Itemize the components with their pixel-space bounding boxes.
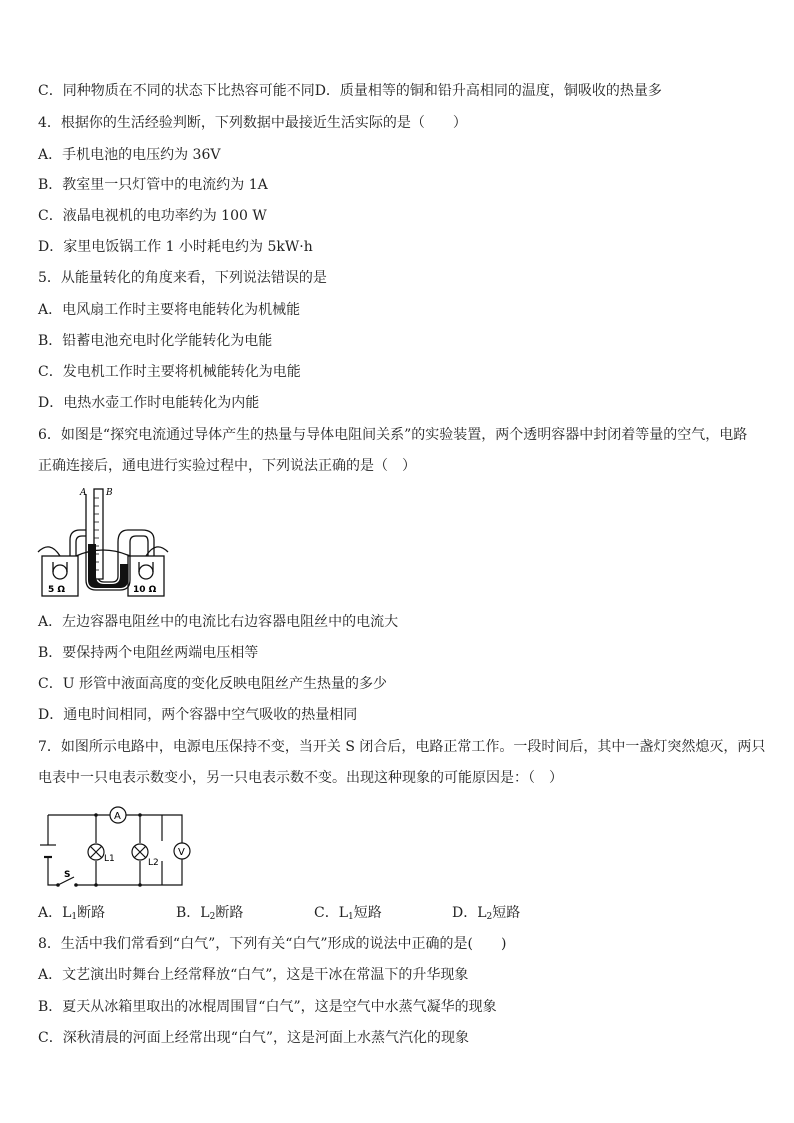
- question-7-line2: 电表中一只电表示数变小，另一只电表示数不变。出现这种现象的可能原因是：（ ）: [38, 770, 563, 786]
- option-5b: B．铅蓄电池充电时化学能转化为电能: [38, 333, 273, 349]
- option-6a: A．左边容器电阻丝中的电流比右边容器电阻丝中的电流大: [38, 614, 399, 630]
- lamp-1-label: L1: [104, 854, 115, 864]
- option-5c: C．发电机工作时主要将机械能转化为电能: [38, 364, 301, 380]
- option-4c: C．液晶电视机的电功率约为 100 W: [38, 208, 267, 224]
- option-7b: B．$L_2$断路: [176, 905, 244, 922]
- question-4: 4．根据你的生活经验判断，下列数据中最接近生活实际的是（ ）: [38, 115, 467, 131]
- option-8b: B．夏天从冰箱里取出的冰棍周围冒“白气”，这是空气中水蒸气凝华的现象: [38, 999, 497, 1015]
- question-6-line1: 6．如图是“探究电流通过导体产生的热量与导体电阻间关系”的实验装置，两个透明容器中封闭着等量的空气，电路: [38, 427, 748, 443]
- option-5d: D．电热水壶工作时电能转化为内能: [38, 395, 260, 411]
- left-resistor-label: 5 Ω: [48, 585, 66, 595]
- option-6d: D．通电时间相同，两个容器中空气吸收的热量相同: [38, 707, 358, 723]
- line-q3-c: C．同种物质在不同的状态下比热容可能不同D．质量相等的铜和铅升高相同的温度，铜吸收的热量多: [38, 83, 662, 99]
- option-8c: C．深秋清晨的河面上经常出现“白气”，这是河面上水蒸气汽化的现象: [38, 1030, 470, 1046]
- option-8a: A．文艺演出时舞台上经常释放“白气”，这是干冰在常温下的升华现象: [38, 967, 469, 983]
- option-4a: A．手机电池的电压约为 36V: [38, 147, 221, 163]
- option-7c: C．$L_1$短路: [314, 905, 382, 922]
- right-resistor-label: 10 Ω: [133, 585, 157, 595]
- question-6-line2: 正确连接后，通电进行实验过程中，下列说法正确的是（ ）: [38, 458, 416, 474]
- option-6c: C．U 形管中液面高度的变化反映电阻丝产生热量的多少: [38, 676, 387, 692]
- switch-label: S: [64, 870, 71, 880]
- option-7d: D．$L_2$短路: [452, 905, 521, 922]
- option-7a: A．$L_1$断路: [38, 905, 106, 922]
- question-7-line1: 7．如图所示电路中，电源电压保持不变，当开关 S 闭合后，电路正常工作。一段时间后，其中一盏灯突然熄灭，两只: [38, 739, 766, 755]
- voltmeter-label: V: [178, 847, 185, 858]
- lamp-2-label: L2: [148, 858, 159, 868]
- ammeter-label: A: [114, 811, 121, 822]
- circuit-diagram-figure: [36, 803, 196, 899]
- joule-heating-apparatus-figure: [36, 484, 176, 608]
- question-8: 8．生活中我们常看到“白气”，下列有关“白气”形成的说法中正确的是( ): [38, 936, 507, 952]
- question-5: 5．从能量转化的角度来看，下列说法错误的是: [38, 270, 327, 286]
- label-b: B: [106, 488, 113, 498]
- option-6b: B．要保持两个电阻丝两端电压相等: [38, 645, 259, 661]
- label-a: A: [80, 488, 87, 498]
- option-4d: D．家里电饭锅工作 1 小时耗电约为 5kW·h: [38, 239, 313, 255]
- option-4b: B．教室里一只灯管中的电流约为 1A: [38, 177, 268, 193]
- option-5a: A．电风扇工作时主要将电能转化为机械能: [38, 302, 301, 318]
